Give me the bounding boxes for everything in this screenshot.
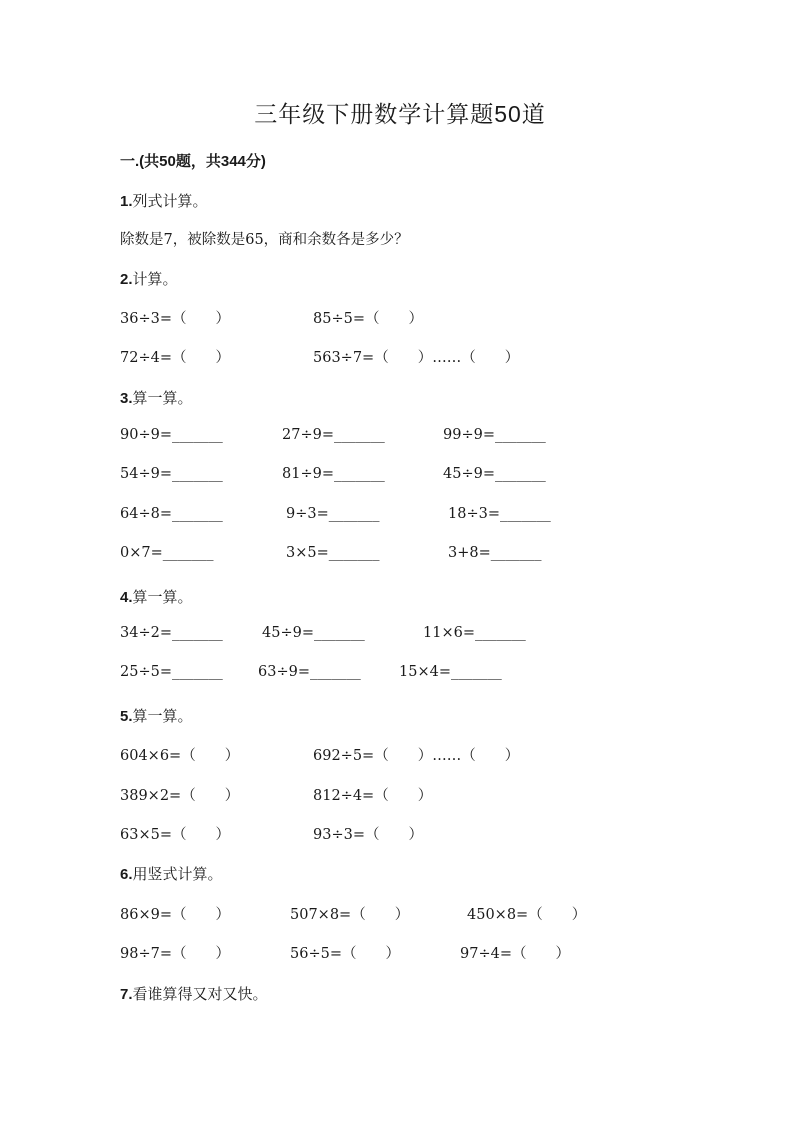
problem-item: 34÷2=_______ [120,625,223,641]
question-number: 7. [120,986,133,1003]
problem-item: 25÷5=_______ [120,664,223,680]
problem-item: 812÷4=（ ） [313,788,433,804]
section-header: 一.(共50题，共344分) [120,153,266,170]
problem-item: 3+8=_______ [448,545,542,561]
problem-item: 93÷3=（ ） [313,827,423,843]
question-text: 算一算。 [132,707,193,725]
question-number: 3. [120,390,133,407]
question-number: 4. [120,589,133,606]
question-number: 2. [120,271,133,288]
problem-item: 63÷9=_______ [258,664,361,680]
question-number: 5. [120,708,133,725]
question-text: 计算。 [132,270,178,288]
question-7-heading [120,983,268,1004]
problem-item: 56÷5=（ ） [290,946,400,962]
problem-item: 45÷9=_______ [262,625,365,641]
question-text: 用竖式计算。 [132,865,223,883]
problem-item: 97÷4=（ ） [460,946,570,962]
problem-item: 36÷3=（ ） [120,311,230,327]
question-2-heading [120,268,178,289]
problem-item: 389×2=（ ） [120,788,240,804]
problem-item: 99÷9=_______ [443,427,546,443]
problem-item: 90÷9=_______ [120,427,223,443]
problem-item: 604×6=（ ） [120,748,240,764]
problem-item: 3×5=_______ [286,545,380,561]
problem-item: 27÷9=_______ [282,427,385,443]
problem-item: 72÷4=（ ） [120,350,230,366]
problem-item: 11×6=_______ [423,625,526,641]
question-number: 1. [120,193,133,210]
problem-item: 692÷5=（ ）……（ ） [313,748,520,764]
question-text: 算一算。 [132,389,193,407]
problem-item: 63×5=（ ） [120,827,230,843]
question-4-heading [120,586,193,607]
problem-item: 64÷8=_______ [120,506,223,522]
problem-item: 45÷9=_______ [443,466,546,482]
question-3-heading [120,387,193,408]
problem-item: 450×8=（ ） [467,907,587,923]
question-text: 看谁算得又对又快。 [132,985,268,1003]
question-5-heading [120,705,193,726]
problem-item: 507×8=（ ） [290,907,410,923]
problem-item: 85÷5=（ ） [313,311,423,327]
question-text: 算一算。 [132,588,193,606]
question-1-body: 除数是7，被除数是65，商和余数各是多少？ [120,232,409,248]
question-1-heading [120,190,208,211]
page-title: 三年级下册数学计算题50道 [254,101,546,127]
problem-item: 9÷3=_______ [286,506,380,522]
question-number: 6. [120,866,133,883]
question-6-heading [120,863,223,884]
problem-item: 0×7=_______ [120,545,214,561]
problem-item: 18÷3=_______ [448,506,551,522]
problem-item: 15×4=_______ [399,664,502,680]
problem-item: 81÷9=_______ [282,466,385,482]
problem-item: 86×9=（ ） [120,907,230,923]
question-text: 列式计算。 [132,192,208,210]
problem-item: 54÷9=_______ [120,466,223,482]
problem-item: 98÷7=（ ） [120,946,230,962]
problem-item: 563÷7=（ ）……（ ） [313,350,520,366]
